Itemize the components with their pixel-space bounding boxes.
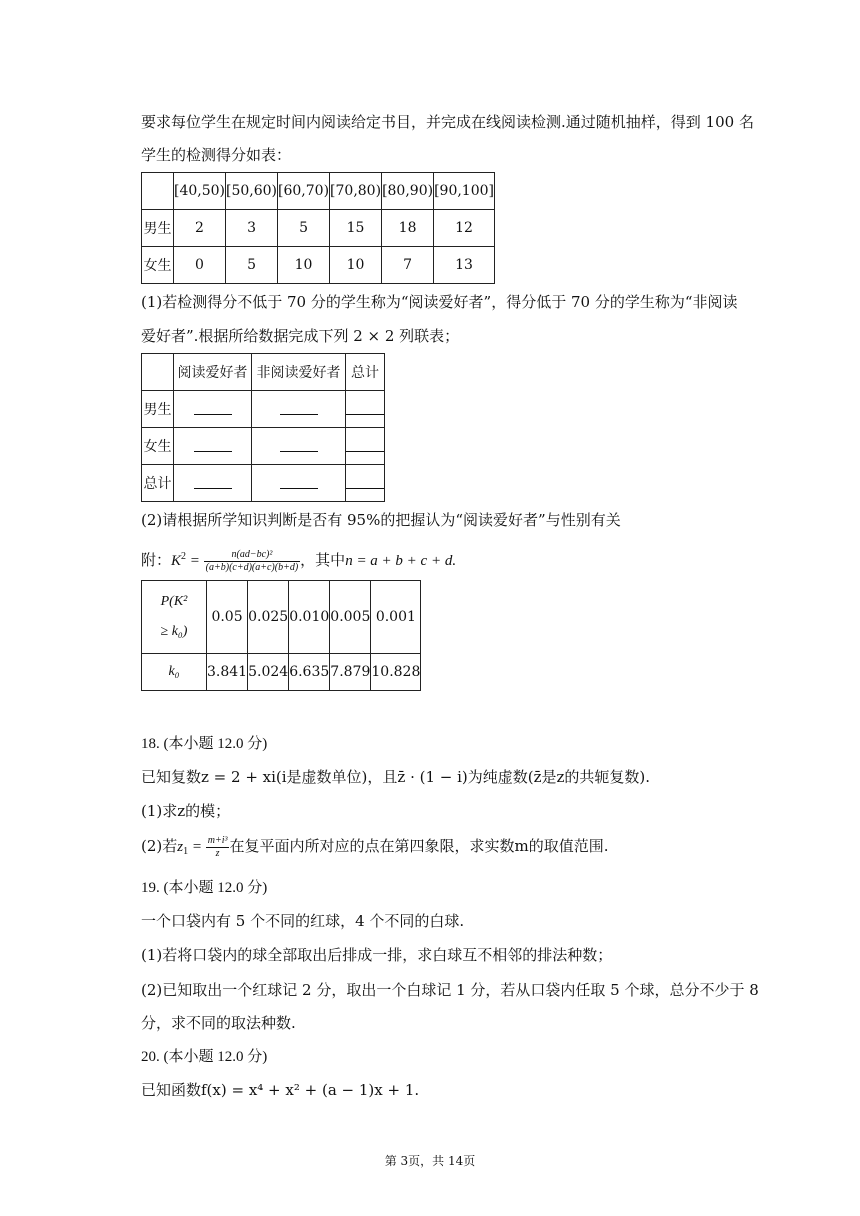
- z1-symbol: $z_1$ =: [177, 839, 206, 857]
- contingency-table: [141, 353, 385, 502]
- row-label: 总计: [142, 465, 174, 502]
- table-cell: 3: [226, 210, 278, 247]
- formula-n: n = a + b + c + d.: [345, 553, 457, 569]
- k-value: 6.635: [289, 654, 330, 691]
- q18-part1: (1)求z的模；: [141, 802, 231, 820]
- critical-value-table: [141, 580, 421, 691]
- probability-label-line-2: ≥ k₀): [160, 624, 188, 639]
- score-table-header-row: [142, 173, 495, 210]
- q18-part2-suffix: 在复平面内所对应的点在第四象限，求实数m的取值范围.: [229, 837, 609, 855]
- fraction-numerator: n(ad−bc)²: [204, 549, 301, 562]
- formula-suffix: ，其中: [300, 551, 346, 569]
- contingency-header: 阅读爱好者: [174, 354, 252, 391]
- table-row: [142, 428, 385, 465]
- q20-line-1: 已知函数f(x) = x⁴ + x² + (a − 1)x + 1.: [141, 1081, 420, 1099]
- fraction-denominator: (a+b)(c+d)(a+c)(b+d): [205, 561, 299, 573]
- answer-blank[interactable]: [252, 428, 346, 465]
- q19-header: 19. (本小题 12.0 分): [141, 880, 268, 896]
- q19-line-1: 一个口袋内有 5 个不同的红球，4 个不同的白球.: [141, 912, 465, 930]
- table-cell: 15: [330, 210, 382, 247]
- q18-header: 18. (本小题 12.0 分): [141, 736, 268, 752]
- fraction-denominator: z: [215, 847, 220, 859]
- q19-part2-line-1: (2)已知取出一个红球记 2 分，取出一个白球记 1 分，若从口袋内任取 5 个球，总分不少于 8: [141, 981, 759, 999]
- p-value: 0.05: [207, 581, 248, 654]
- k-value: 10.828: [371, 654, 421, 691]
- q17-part2: (2)请根据所学知识判断是否有 95%的把握认为“阅读爱好者”与性别有关: [141, 511, 621, 529]
- score-table-header: [40,50): [174, 173, 226, 210]
- score-table-header: [80,90): [382, 173, 434, 210]
- k-squared-symbol: $K^2$ =: [171, 551, 204, 569]
- q17-part1-line-1: (1)若检测得分不低于 70 分的学生称为“阅读爱好者”，得分低于 70 分的学生称为“非阅读: [141, 293, 738, 311]
- q18-part2: [141, 832, 608, 866]
- q18-part2-prefix: (2)若: [141, 837, 178, 855]
- answer-blank[interactable]: [346, 465, 385, 502]
- score-table: [141, 172, 495, 284]
- answer-blank[interactable]: [174, 391, 252, 428]
- table-cell: 5: [226, 247, 278, 284]
- p-value: 0.025: [248, 581, 289, 654]
- k-value: 5.024: [248, 654, 289, 691]
- appendix-label: 附：: [141, 551, 172, 569]
- row-label: 女生: [142, 247, 174, 284]
- probability-label-line-1: P(K²: [160, 594, 188, 609]
- contingency-header: 总计: [346, 354, 385, 391]
- row-label: 男生: [142, 391, 174, 428]
- table-cell: 10: [278, 247, 330, 284]
- k-value: 7.879: [330, 654, 371, 691]
- row-label: 男生: [142, 210, 174, 247]
- answer-blank[interactable]: [252, 465, 346, 502]
- answer-blank[interactable]: [346, 391, 385, 428]
- contingency-corner: [142, 354, 174, 391]
- intro-line-2: 学生的检测得分如表：: [141, 146, 292, 164]
- contingency-header: 非阅读爱好者: [252, 354, 346, 391]
- q18-line-1: 已知复数z = 2 + xi(i是虚数单位)，且z̄ · (1 − i)为纯虚数(z̄是z的共轭复数).: [141, 768, 651, 786]
- k0-label: k₀: [142, 654, 207, 691]
- answer-blank[interactable]: [174, 428, 252, 465]
- answer-blank[interactable]: [174, 465, 252, 502]
- table-cell: 0: [174, 247, 226, 284]
- q20-header: 20. (本小题 12.0 分): [141, 1049, 268, 1065]
- row-label: 女生: [142, 428, 174, 465]
- score-table-header: [90,100]: [434, 173, 495, 210]
- k-squared-fraction: [204, 549, 301, 574]
- page-footer: 第 3页，共 14页: [384, 1154, 476, 1168]
- table-row: [142, 247, 495, 284]
- table-row: [142, 210, 495, 247]
- answer-blank[interactable]: [252, 391, 346, 428]
- answer-blank[interactable]: [346, 428, 385, 465]
- table-row: [142, 465, 385, 502]
- q17-appendix-formula: [141, 543, 456, 575]
- table-cell: 5: [278, 210, 330, 247]
- q17-part1-line-2: 爱好者”.根据所给数据完成下列 2 × 2 列联表；: [141, 327, 460, 345]
- score-table-header: [60,70): [278, 173, 330, 210]
- table-cell: 10: [330, 247, 382, 284]
- score-table-corner: [142, 173, 174, 210]
- score-table-header: [50,60): [226, 173, 278, 210]
- contingency-header-row: [142, 354, 385, 391]
- p-value: 0.001: [371, 581, 421, 654]
- intro-line-1: 要求每位学生在规定时间内阅读给定书目，并完成在线阅读检测.通过随机抽样，得到 100 名: [141, 113, 754, 131]
- q19-part1: (1)若将口袋内的球全部取出后排成一排，求白球互不相邻的排法种数；: [141, 946, 613, 964]
- q19-part2-line-2: 分，求不同的取法种数.: [141, 1014, 296, 1032]
- score-table-header: [70,80): [330, 173, 382, 210]
- table-row: [142, 391, 385, 428]
- table-row: [142, 581, 421, 654]
- k-value: 3.841: [207, 654, 248, 691]
- table-row: [142, 654, 421, 691]
- table-cell: 7: [382, 247, 434, 284]
- table-cell: 12: [434, 210, 495, 247]
- table-cell: 18: [382, 210, 434, 247]
- table-cell: 13: [434, 247, 495, 284]
- p-value: 0.010: [289, 581, 330, 654]
- probability-label: [142, 581, 207, 654]
- p-value: 0.005: [330, 581, 371, 654]
- fraction-numerator: m+i³: [207, 834, 228, 846]
- table-cell: 2: [174, 210, 226, 247]
- z1-fraction: [206, 835, 230, 860]
